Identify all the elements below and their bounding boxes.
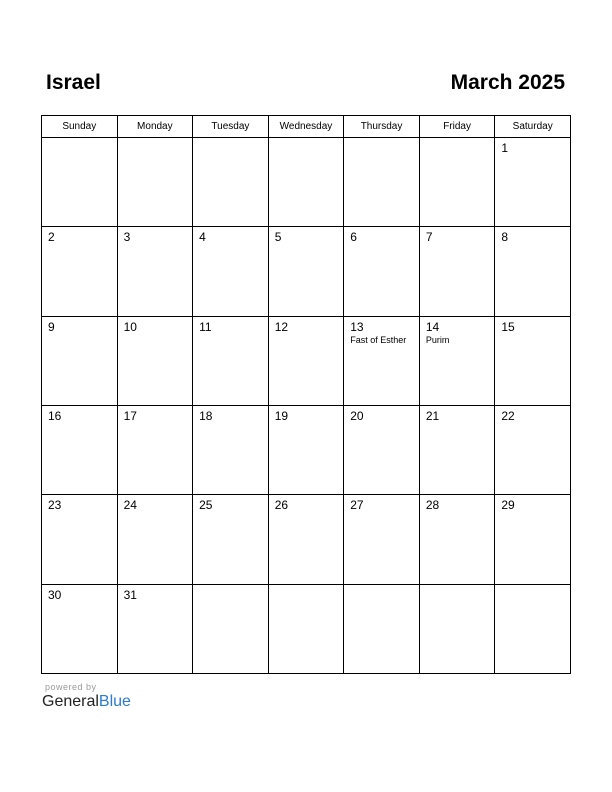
day-number: 15	[501, 319, 515, 334]
day-number: 12	[274, 319, 289, 334]
week-row	[42, 316, 571, 405]
day-number: 17	[123, 408, 137, 423]
week-row	[42, 227, 571, 316]
week-row	[42, 495, 571, 584]
weekday-header: Wednesday	[268, 116, 344, 138]
day-cell	[117, 316, 193, 405]
day-cell	[117, 227, 193, 316]
day-cell	[344, 316, 420, 405]
day-number: 4	[199, 230, 206, 245]
day-number: 18	[199, 408, 213, 423]
day-number: 14	[425, 319, 440, 334]
day-number: 19	[274, 408, 289, 423]
day-cell	[117, 584, 193, 673]
day-cell	[193, 495, 269, 584]
day-number: 25	[199, 498, 213, 513]
day-cell	[268, 316, 344, 405]
day-number: 29	[501, 498, 515, 513]
month-title: March 2025	[450, 71, 565, 94]
day-cell	[419, 316, 495, 405]
country-title: Israel	[46, 71, 101, 94]
day-cell	[344, 138, 420, 227]
day-number: 26	[274, 498, 289, 513]
day-cell	[42, 227, 118, 316]
day-cell	[344, 495, 420, 584]
day-cell	[495, 227, 571, 316]
day-number: 7	[425, 230, 433, 245]
day-cell	[193, 316, 269, 405]
day-cell	[495, 138, 571, 227]
day-number: 3	[123, 230, 131, 245]
weekday-header: Friday	[419, 116, 495, 138]
day-cell	[344, 405, 420, 494]
day-number: 27	[350, 498, 364, 513]
day-cell	[495, 405, 571, 494]
brand-logo	[42, 693, 131, 711]
day-number: 23	[48, 498, 62, 513]
week-row	[42, 138, 571, 227]
day-number: 13	[350, 319, 364, 334]
day-number: 31	[123, 587, 137, 602]
day-cell	[193, 584, 269, 673]
day-cell	[268, 405, 344, 494]
holiday-label: Fast of Esther	[350, 334, 407, 345]
day-cell	[193, 138, 269, 227]
day-cell	[42, 495, 118, 584]
day-cell	[495, 584, 571, 673]
day-cell	[42, 316, 118, 405]
holiday-label: Purim	[425, 334, 450, 345]
day-cell	[42, 138, 118, 227]
day-number: 2	[48, 230, 55, 245]
weekday-header-row	[42, 116, 571, 138]
day-number: 10	[123, 319, 137, 334]
week-row	[42, 584, 571, 673]
day-cell	[42, 584, 118, 673]
day-number: 20	[350, 408, 364, 423]
week-row	[42, 405, 571, 494]
day-cell	[495, 316, 571, 405]
day-number: 5	[274, 230, 282, 245]
day-cell	[419, 495, 495, 584]
day-cell	[117, 405, 193, 494]
day-cell	[117, 138, 193, 227]
weekday-header: Saturday	[495, 116, 571, 138]
day-number: 30	[48, 587, 62, 602]
day-number: 1	[501, 141, 509, 155]
day-number: 22	[501, 408, 515, 423]
day-cell	[193, 405, 269, 494]
brand-part1: General	[42, 693, 99, 710]
day-cell	[268, 138, 344, 227]
weekday-header: Thursday	[344, 116, 420, 138]
day-cell	[419, 405, 495, 494]
day-number: 9	[48, 319, 55, 334]
day-number: 6	[350, 230, 357, 245]
powered-by-label: powered by	[45, 682, 97, 692]
day-cell	[419, 227, 495, 316]
calendar-grid	[41, 115, 571, 674]
day-cell	[268, 227, 344, 316]
day-cell	[42, 405, 118, 494]
brand-part2: Blue	[98, 693, 131, 710]
day-number: 24	[123, 498, 137, 513]
weekday-header: Tuesday	[193, 116, 269, 138]
day-cell	[268, 584, 344, 673]
day-cell	[117, 495, 193, 584]
day-number: 21	[425, 408, 440, 423]
day-cell	[268, 495, 344, 584]
day-number: 28	[425, 498, 440, 513]
weekday-header: Monday	[117, 116, 193, 138]
day-cell	[495, 495, 571, 584]
day-cell	[344, 227, 420, 316]
day-number: 8	[501, 230, 509, 245]
day-cell	[193, 227, 269, 316]
day-cell	[419, 584, 495, 673]
day-number: 16	[48, 408, 62, 423]
day-number: 11	[199, 319, 212, 334]
weekday-header: Sunday	[42, 116, 118, 138]
day-cell	[419, 138, 495, 227]
day-cell	[344, 584, 420, 673]
